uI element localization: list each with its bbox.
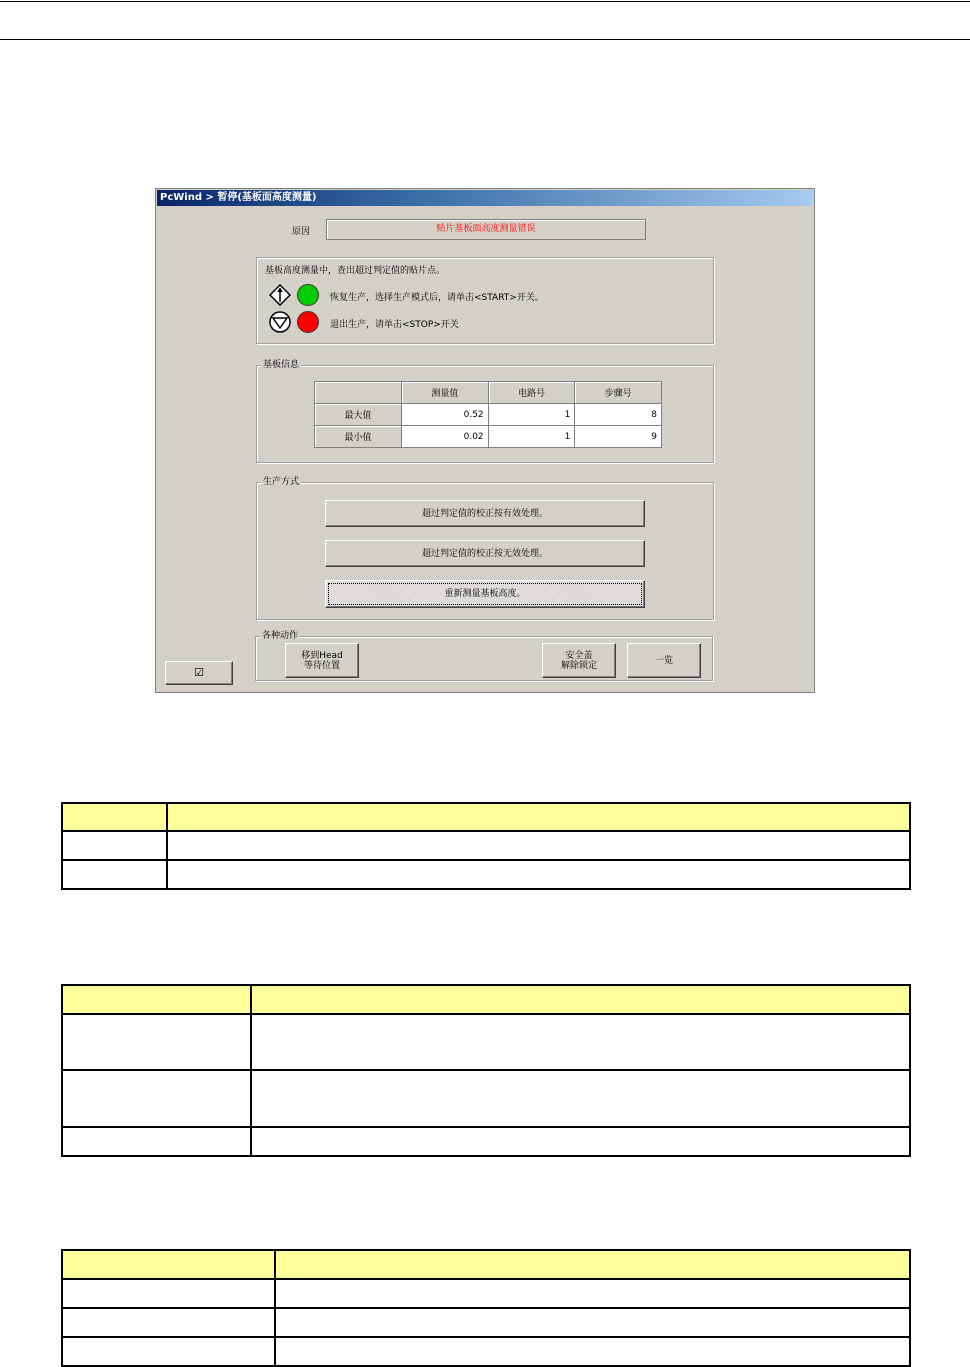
grid-cell-measure: 0.02 <box>402 426 489 448</box>
safety-label-line2: 解除锁定 <box>560 660 597 671</box>
reason-text: 贴片基板面高度测量错误 <box>326 219 646 240</box>
table-3-cell <box>62 1279 275 1308</box>
table-1 <box>61 802 911 890</box>
table-2-header-cell <box>62 985 251 1014</box>
info-line: 基板高度测量中，查出超过判定值的贴片点。 <box>265 266 446 276</box>
table-2-cell <box>251 1014 910 1070</box>
status-info-group <box>256 257 714 344</box>
window-title: PcWind > 暂停(基板面高度测量) <box>157 190 813 206</box>
table-1-cell <box>167 860 910 889</box>
move-head-label-line1: 移到Head <box>301 650 343 661</box>
board-info-title: 基板信息 <box>263 360 300 370</box>
grid-header-blank <box>315 382 402 404</box>
remeasure-height-button[interactable]: 重新测量基板高度。 <box>325 580 645 608</box>
table-1-cell <box>62 831 167 860</box>
grid-header-measure: 测量值 <box>402 382 489 404</box>
table-1-header-cell <box>62 803 167 831</box>
grid-cell-step: 8 <box>575 404 662 426</box>
board-info-grid <box>314 381 662 448</box>
apply-correction-invalid-button[interactable]: 超过判定值的校正按无效处理。 <box>325 540 645 567</box>
top-rule <box>0 1 970 2</box>
grid-cell-circuit: 1 <box>488 426 575 448</box>
table-2-cell <box>62 1127 251 1156</box>
grid-cell-step: 9 <box>575 426 662 448</box>
table-2-cell <box>251 1070 910 1127</box>
grid-row-label: 最大值 <box>315 404 402 426</box>
move-head-wait-button[interactable] <box>285 643 359 678</box>
table-1-header-cell <box>167 803 910 831</box>
table-2-cell <box>62 1014 251 1070</box>
table-2-header-cell <box>251 985 910 1014</box>
table-3-cell <box>275 1337 910 1366</box>
grid-header-step: 步骤号 <box>575 382 662 404</box>
table-3-cell <box>275 1308 910 1337</box>
start-green-icon <box>297 284 319 306</box>
grid-header-circuit: 电路号 <box>488 382 575 404</box>
safety-label-line1: 安全盖 <box>565 650 593 661</box>
stop-circle-icon <box>269 311 291 333</box>
start-diamond-icon <box>269 284 291 306</box>
table-2-cell <box>62 1070 251 1127</box>
table-3-cell <box>275 1279 910 1308</box>
table-3-cell <box>62 1337 275 1366</box>
move-head-label-line2: 等待位置 <box>303 660 340 671</box>
stop-instruction: 退出生产，请单击<STOP>开关 <box>330 320 459 330</box>
table-2-cell <box>251 1127 910 1156</box>
table-1-cell <box>167 831 910 860</box>
pcwind-dialog <box>155 188 815 693</box>
table-3-header-cell <box>275 1250 910 1279</box>
list-button[interactable]: 一览 <box>627 643 701 678</box>
grid-cell-measure: 0.52 <box>402 404 489 426</box>
table-3-cell <box>62 1308 275 1337</box>
table-3 <box>61 1249 911 1367</box>
header-rule <box>0 39 970 40</box>
table-1-cell <box>62 860 167 889</box>
table-2 <box>61 984 911 1157</box>
start-instruction: 恢复生产，选择生产模式后，请单击<START>开关。 <box>330 293 544 303</box>
stop-red-icon <box>297 311 319 333</box>
check-button[interactable]: ☑ <box>165 661 233 685</box>
production-mode-title: 生产方式 <box>263 477 300 487</box>
grid-cell-circuit: 1 <box>488 404 575 426</box>
safety-cover-unlock-button[interactable] <box>542 643 616 678</box>
grid-row-label: 最小值 <box>315 426 402 448</box>
table-3-header-cell <box>62 1250 275 1279</box>
apply-correction-valid-button[interactable]: 超过判定值的校正按有效处理。 <box>325 500 645 527</box>
reason-label: 原因 <box>292 227 311 237</box>
actions-title: 各种动作 <box>262 631 299 641</box>
